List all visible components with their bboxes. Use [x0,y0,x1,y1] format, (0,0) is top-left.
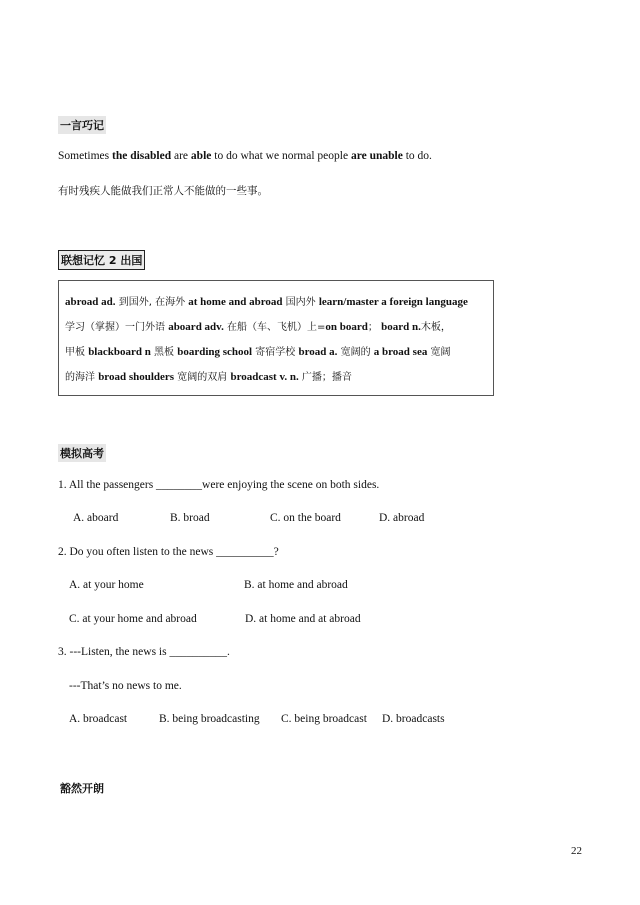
vocab-gloss: 国内外 [282,297,319,308]
vocab-gloss: 宽阔的双肩 [174,372,231,383]
sentence-text: to do what we normal people [211,150,351,162]
question-2-option-a: A. at your home [69,579,144,591]
question-3-option-a: A. broadcast [69,713,128,725]
section-heading-mock-exam: 模拟高考 [58,444,106,462]
sentence-text: to do. [402,150,432,162]
question-1-option-d: D. abroad [379,512,425,524]
vocab-gloss: 宽阔的 [337,347,374,358]
question-2-option-b: B. at home and abroad [244,579,348,591]
vocab-term: boarding school [177,346,253,358]
memory-sentence-zh: 有时残疾人能做我们正常人不能做的一些事。 [58,185,268,197]
question-3-option-d: D. broadcasts [382,713,445,725]
vocab-line [65,368,352,383]
section-heading-enlightenment: 豁然开朗 [58,779,106,797]
question-3-option-b: B. being broadcasting [159,713,260,725]
sentence-bold: able [190,150,212,162]
vocab-gloss: 甲板 [65,347,89,358]
page-number: 22 [571,845,582,857]
vocab-line [65,293,468,308]
sentence-bold: the disabled [112,150,172,162]
question-2-option-c: C. at your home and abroad [69,613,197,625]
question-3-option-c: C. being broadcast [281,713,367,725]
vocab-gloss: ； [367,322,382,333]
vocab-gloss: 到国外, 在海外 [115,297,189,308]
vocab-term: blackboard n [88,346,151,358]
question-2-stem: 2. Do you often listen to the news __________? [58,546,279,558]
question-2-option-d: D. at home and at abroad [245,613,361,625]
question-1-option-a: A. aboard [73,512,119,524]
vocab-gloss: 宽阔 [427,347,451,358]
vocab-term: aboard adv. [168,321,224,333]
vocab-gloss: 学习（掌握）一门外语 [65,322,169,333]
vocab-term: at home and abroad [188,296,283,308]
memory-sentence-en [58,150,432,162]
question-3-reply: ---That’s no news to me. [69,680,182,692]
vocab-gloss: 广播；播音 [298,372,352,383]
vocab-gloss: 黑板 [150,347,178,358]
vocab-term: learn/master a foreign language [318,296,468,308]
vocab-term: on board [325,321,368,333]
vocab-gloss: 木板， [420,322,451,333]
sentence-bold: are unable [350,150,403,162]
vocabulary-box [58,280,494,396]
vocab-term: board n. [381,321,421,333]
vocab-term: abroad ad. [65,296,116,308]
vocab-line [65,343,451,358]
sentence-text: Sometimes [58,150,112,162]
vocab-gloss: 的海洋 [65,372,99,383]
vocab-term: broad shoulders [98,371,175,383]
vocab-gloss: 在船（车、飞机）上= [223,322,326,333]
vocab-line [65,318,451,333]
sentence-text: are [171,150,191,162]
question-3-stem: 3. ---Listen, the news is __________. [58,646,230,658]
vocab-term: broadcast v. n. [230,371,299,383]
question-1-option-b: B. broad [170,512,210,524]
vocab-term: a broad sea [373,346,428,358]
vocab-gloss: 寄宿学校 [252,347,299,358]
vocab-term: broad a. [298,346,338,358]
question-1-stem: 1. All the passengers ________were enjoying the scene on both sides. [58,479,380,491]
section-heading-association-memory: 联想记忆 2 出国 [58,250,145,270]
question-1-option-c: C. on the board [270,512,341,524]
section-heading-one-line-memory: 一言巧记 [58,116,106,134]
